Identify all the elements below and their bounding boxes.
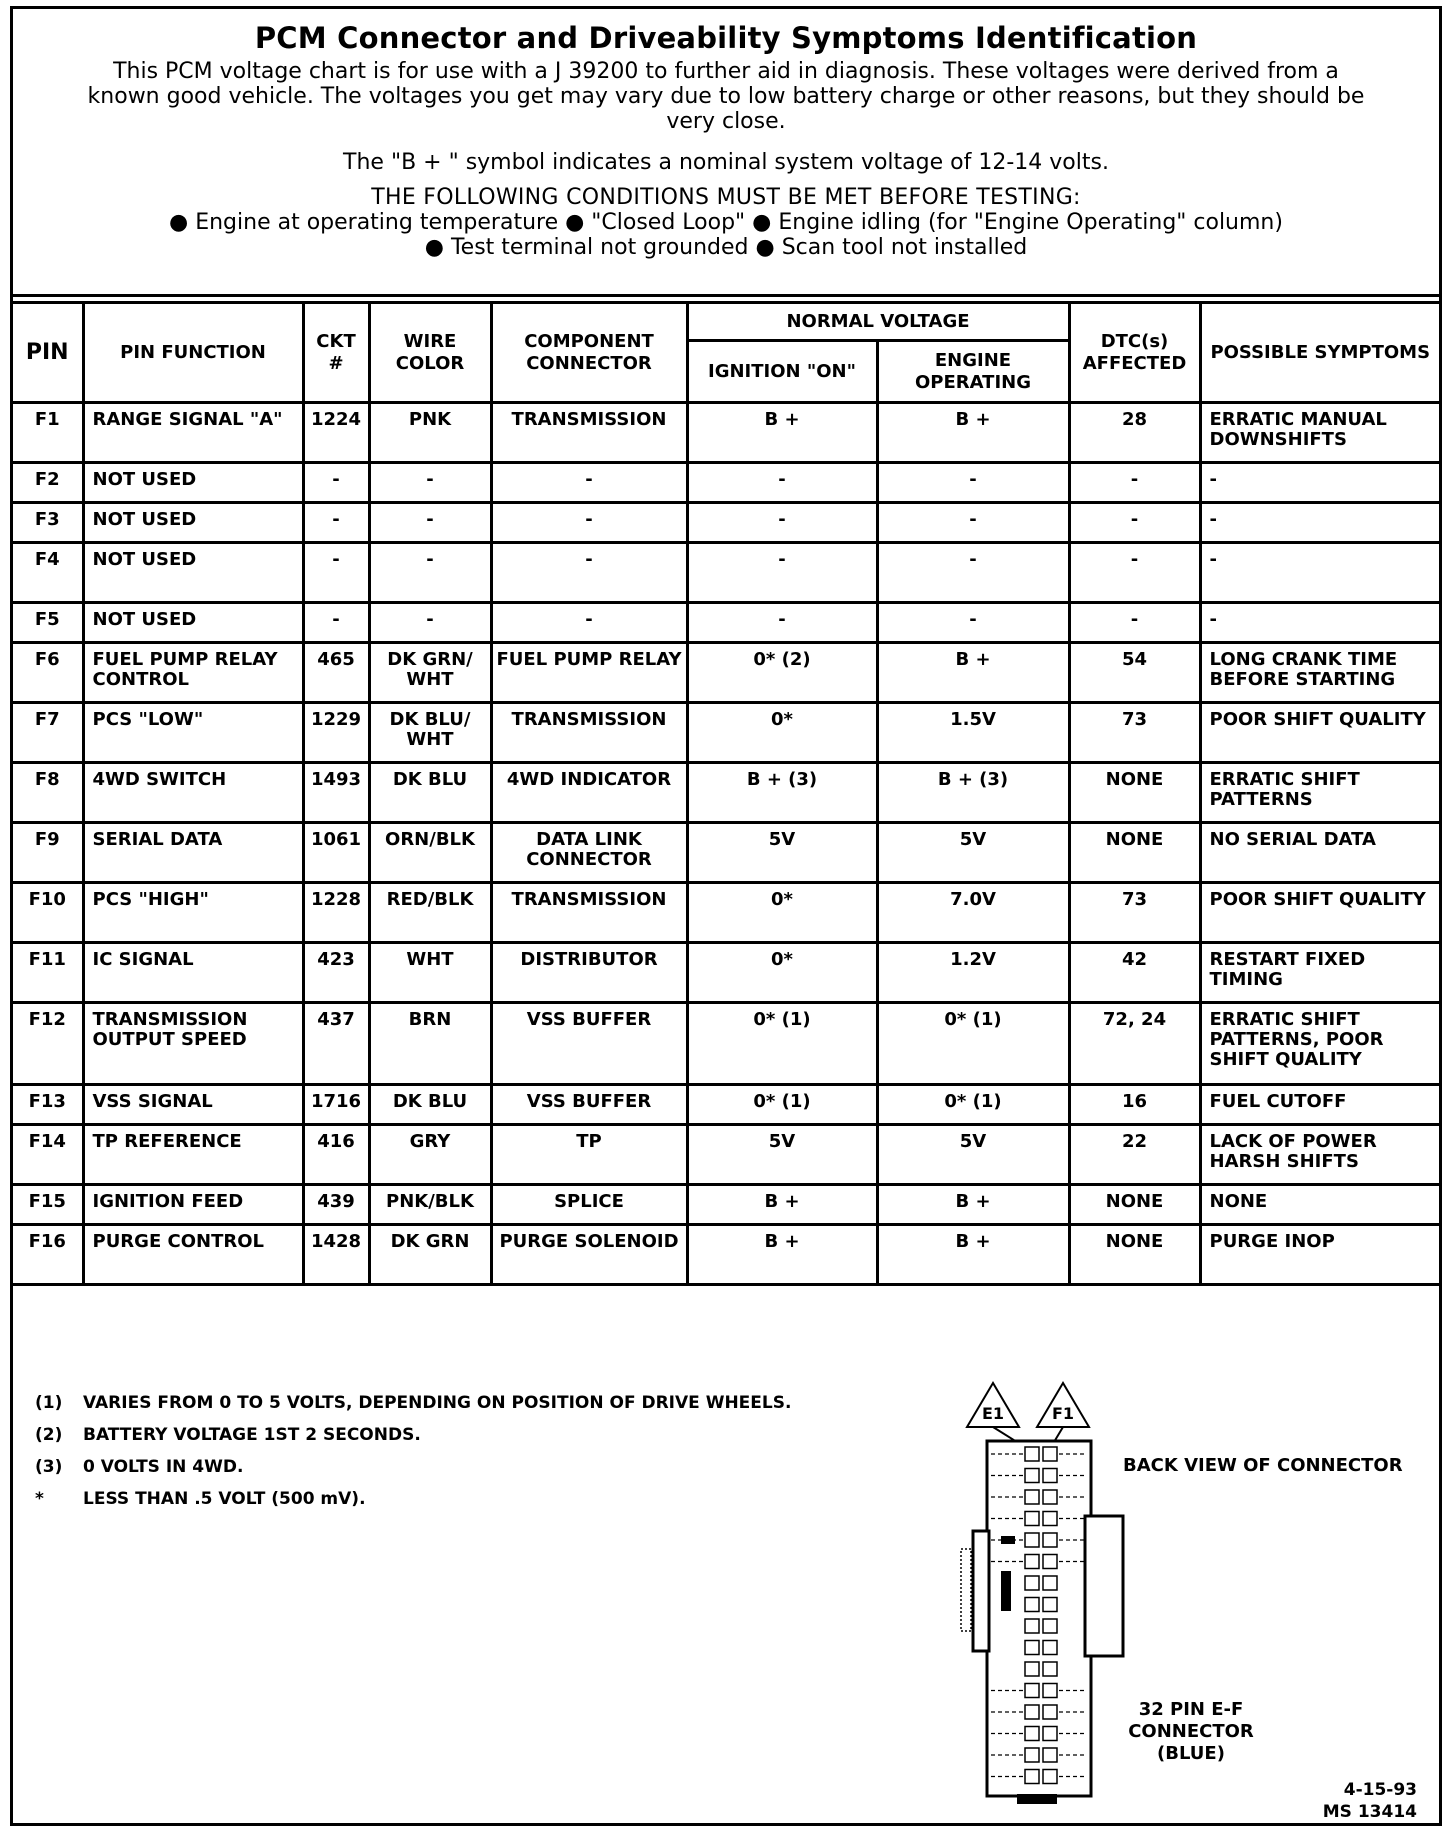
wire-color-cell: ORN/BLK bbox=[369, 823, 491, 883]
page-title: PCM Connector and Driveability Symptoms Identification bbox=[254, 21, 1198, 55]
pin-cavity bbox=[1025, 1705, 1039, 1719]
symptoms-cell: - bbox=[1200, 603, 1439, 643]
dtc-cell: NONE bbox=[1069, 763, 1200, 823]
dtc-cell: - bbox=[1069, 503, 1200, 543]
wire-color-cell: DK BLU/ WHT bbox=[369, 703, 491, 763]
ignition-on-cell: 0* (2) bbox=[687, 643, 877, 703]
wire-color-cell: - bbox=[369, 603, 491, 643]
component-cell: 4WD INDICATOR bbox=[491, 763, 687, 823]
pin-cavity bbox=[1025, 1641, 1039, 1655]
table-row bbox=[13, 1225, 1439, 1285]
note-key: (1) bbox=[35, 1393, 63, 1413]
component-cell: TRANSMISSION bbox=[491, 703, 687, 763]
pin-cavity bbox=[1025, 1662, 1039, 1676]
header-dtcs-affected: DTC(s) AFFECTED bbox=[1069, 303, 1200, 403]
bplus-note: The "B + " symbol indicates a nominal system voltage of 12-14 volts. bbox=[343, 150, 1109, 175]
header-pin: PIN bbox=[13, 303, 83, 403]
dtc-cell: 73 bbox=[1069, 703, 1200, 763]
pin-cavity bbox=[1043, 1748, 1057, 1762]
pin-cavity bbox=[1043, 1770, 1057, 1784]
table-row bbox=[13, 763, 1439, 823]
note-key: * bbox=[35, 1489, 44, 1509]
ckt-cell: 1228 bbox=[303, 883, 369, 943]
pin-cavity bbox=[1025, 1533, 1039, 1547]
pin-cell: F1 bbox=[13, 403, 83, 463]
dtc-cell: - bbox=[1069, 543, 1200, 603]
pin-cell: F3 bbox=[13, 503, 83, 543]
ckt-cell: 465 bbox=[303, 643, 369, 703]
engine-operating-cell: - bbox=[877, 503, 1069, 543]
ignition-on-cell: 0* bbox=[687, 883, 877, 943]
wire-color-cell: PNK bbox=[369, 403, 491, 463]
ignition-on-cell: B + bbox=[687, 1185, 877, 1225]
document-header bbox=[13, 9, 1439, 297]
pin-cavity bbox=[1025, 1490, 1039, 1504]
component-cell: VSS BUFFER bbox=[491, 1003, 687, 1085]
f1-label: F1 bbox=[1051, 1404, 1075, 1423]
dtc-cell: 22 bbox=[1069, 1125, 1200, 1185]
conditions-line-2: ● Test terminal not grounded ● Scan tool not installed bbox=[424, 235, 1028, 260]
table-row bbox=[13, 543, 1439, 603]
table-row bbox=[13, 503, 1439, 543]
ignition-on-cell: 0* (1) bbox=[687, 1003, 877, 1085]
symptoms-cell: FUEL CUTOFF bbox=[1200, 1085, 1439, 1125]
header-engine-operating: ENGINE OPERATING bbox=[877, 341, 1069, 403]
ignition-on-cell: - bbox=[687, 543, 877, 603]
pin-cavity bbox=[1025, 1619, 1039, 1633]
pin-cell: F9 bbox=[13, 823, 83, 883]
note-text: 0 VOLTS IN 4WD. bbox=[83, 1457, 244, 1477]
symptoms-cell: LACK OF POWER HARSH SHIFTS bbox=[1200, 1125, 1439, 1185]
engine-operating-cell: 7.0V bbox=[877, 883, 1069, 943]
doc-date: 4-15-93 bbox=[1343, 1780, 1417, 1800]
dtc-cell: 28 bbox=[1069, 403, 1200, 463]
pin-cavity bbox=[1043, 1576, 1057, 1590]
pin-cell: F5 bbox=[13, 603, 83, 643]
note-1 bbox=[35, 1393, 791, 1413]
function-cell: NOT USED bbox=[83, 503, 303, 543]
function-cell: IGNITION FEED bbox=[83, 1185, 303, 1225]
table-row bbox=[13, 1185, 1439, 1225]
note-text: VARIES FROM 0 TO 5 VOLTS, DEPENDING ON POSITION OF DRIVE WHEELS. bbox=[83, 1393, 792, 1413]
pin-cavity bbox=[1025, 1748, 1039, 1762]
ignition-on-cell: - bbox=[687, 503, 877, 543]
pin-cell: F14 bbox=[13, 1125, 83, 1185]
engine-operating-cell: B + bbox=[877, 643, 1069, 703]
pin-cavity bbox=[1043, 1684, 1057, 1698]
table-row bbox=[13, 403, 1439, 463]
pin-cell: F11 bbox=[13, 943, 83, 1003]
wire-color-cell: DK GRN/ WHT bbox=[369, 643, 491, 703]
component-cell: TRANSMISSION bbox=[491, 403, 687, 463]
ignition-on-cell: B + bbox=[687, 1225, 877, 1285]
engine-operating-cell: B + (3) bbox=[877, 763, 1069, 823]
back-view-label: BACK VIEW OF CONNECTOR bbox=[1123, 1455, 1403, 1476]
component-cell: TRANSMISSION bbox=[491, 883, 687, 943]
function-cell: NOT USED bbox=[83, 463, 303, 503]
pin-cell: F7 bbox=[13, 703, 83, 763]
component-cell: - bbox=[491, 543, 687, 603]
symptoms-cell: POOR SHIFT QUALITY bbox=[1200, 703, 1439, 763]
symptoms-cell: POOR SHIFT QUALITY bbox=[1200, 883, 1439, 943]
engine-operating-cell: 0* (1) bbox=[877, 1003, 1069, 1085]
engine-operating-cell: B + bbox=[877, 1225, 1069, 1285]
wire-color-cell: - bbox=[369, 463, 491, 503]
footer-area bbox=[13, 1359, 1439, 1823]
table-row bbox=[13, 703, 1439, 763]
table-row bbox=[13, 643, 1439, 703]
table-row bbox=[13, 463, 1439, 503]
header-ignition-on: IGNITION "ON" bbox=[687, 341, 877, 403]
symptoms-cell: ERRATIC SHIFT PATTERNS, POOR SHIFT QUALITY bbox=[1200, 1003, 1439, 1085]
pin-cavity bbox=[1043, 1598, 1057, 1612]
pin-cavity bbox=[1025, 1770, 1039, 1784]
function-cell: VSS SIGNAL bbox=[83, 1085, 303, 1125]
wire-color-cell: DK BLU bbox=[369, 763, 491, 823]
note-4 bbox=[35, 1489, 366, 1509]
engine-operating-cell: 5V bbox=[877, 823, 1069, 883]
symptoms-cell: ERRATIC MANUAL DOWNSHIFTS bbox=[1200, 403, 1439, 463]
pin-cavity bbox=[1043, 1469, 1057, 1483]
symptoms-cell: - bbox=[1200, 543, 1439, 603]
ckt-cell: - bbox=[303, 503, 369, 543]
wire-color-cell: PNK/BLK bbox=[369, 1185, 491, 1225]
pin-cell: F16 bbox=[13, 1225, 83, 1285]
symptoms-cell: - bbox=[1200, 503, 1439, 543]
table-row bbox=[13, 1085, 1439, 1125]
ignition-on-cell: - bbox=[687, 603, 877, 643]
wire-color-cell: DK BLU bbox=[369, 1085, 491, 1125]
pin-cell: F10 bbox=[13, 883, 83, 943]
table-row bbox=[13, 943, 1439, 1003]
ckt-cell: - bbox=[303, 603, 369, 643]
ignition-on-cell: 0* bbox=[687, 943, 877, 1003]
engine-operating-cell: - bbox=[877, 463, 1069, 503]
engine-operating-cell: B + bbox=[877, 1185, 1069, 1225]
dtc-cell: 16 bbox=[1069, 1085, 1200, 1125]
function-cell: PCS "LOW" bbox=[83, 703, 303, 763]
component-cell: - bbox=[491, 503, 687, 543]
function-cell: RANGE SIGNAL "A" bbox=[83, 403, 303, 463]
note-text: BATTERY VOLTAGE 1ST 2 SECONDS. bbox=[83, 1425, 421, 1445]
pin-cavity bbox=[1025, 1469, 1039, 1483]
ckt-cell: 1493 bbox=[303, 763, 369, 823]
dtc-cell: 42 bbox=[1069, 943, 1200, 1003]
connector-latch-left bbox=[973, 1531, 989, 1651]
engine-operating-cell: 1.2V bbox=[877, 943, 1069, 1003]
pin-cell: F8 bbox=[13, 763, 83, 823]
function-cell: NOT USED bbox=[83, 603, 303, 643]
header-normal-voltage: NORMAL VOLTAGE bbox=[687, 303, 1069, 341]
dtc-cell: 73 bbox=[1069, 883, 1200, 943]
pin-cavity bbox=[1043, 1641, 1057, 1655]
function-cell: TP REFERENCE bbox=[83, 1125, 303, 1185]
component-cell: SPLICE bbox=[491, 1185, 687, 1225]
pin-cavity bbox=[1025, 1576, 1039, 1590]
dtc-cell: 54 bbox=[1069, 643, 1200, 703]
ignition-on-cell: 5V bbox=[687, 1125, 877, 1185]
header-ckt: CKT # bbox=[303, 303, 369, 403]
ckt-cell: 439 bbox=[303, 1185, 369, 1225]
symptoms-cell: RESTART FIXED TIMING bbox=[1200, 943, 1439, 1003]
wire-color-cell: - bbox=[369, 503, 491, 543]
engine-operating-cell: 5V bbox=[877, 1125, 1069, 1185]
pin-cavity bbox=[1043, 1512, 1057, 1526]
engine-operating-cell: 0* (1) bbox=[877, 1085, 1069, 1125]
pin-cell: F6 bbox=[13, 643, 83, 703]
ckt-cell: 1428 bbox=[303, 1225, 369, 1285]
pin-cell: F4 bbox=[13, 543, 83, 603]
ignition-on-cell: - bbox=[687, 463, 877, 503]
component-cell: VSS BUFFER bbox=[491, 1085, 687, 1125]
pin-cavity bbox=[1043, 1533, 1057, 1547]
note-text: LESS THAN .5 VOLT (500 mV). bbox=[83, 1489, 366, 1509]
ignition-on-cell: 5V bbox=[687, 823, 877, 883]
symptoms-cell: PURGE INOP bbox=[1200, 1225, 1439, 1285]
component-cell: TP bbox=[491, 1125, 687, 1185]
dtc-cell: - bbox=[1069, 463, 1200, 503]
wire-color-cell: RED/BLK bbox=[369, 883, 491, 943]
ignition-on-cell: 0* (1) bbox=[687, 1085, 877, 1125]
ckt-cell: 1224 bbox=[303, 403, 369, 463]
connector-latch-right bbox=[1085, 1516, 1123, 1656]
document-sheet bbox=[10, 6, 1442, 1826]
pin-cavity bbox=[1043, 1490, 1057, 1504]
doc-ms-number: MS 13414 bbox=[1322, 1802, 1417, 1822]
dtc-cell: NONE bbox=[1069, 1185, 1200, 1225]
header-pin-function: PIN FUNCTION bbox=[83, 303, 303, 403]
ckt-cell: 1061 bbox=[303, 823, 369, 883]
component-cell: - bbox=[491, 603, 687, 643]
note-key: (3) bbox=[35, 1457, 63, 1477]
symptoms-cell: LONG CRANK TIME BEFORE STARTING bbox=[1200, 643, 1439, 703]
table-row bbox=[13, 1125, 1439, 1185]
pin-cavity bbox=[1025, 1447, 1039, 1461]
ckt-cell: 1229 bbox=[303, 703, 369, 763]
pin-cavity bbox=[1025, 1684, 1039, 1698]
component-cell: DISTRIBUTOR bbox=[491, 943, 687, 1003]
table-row bbox=[13, 883, 1439, 943]
pin-cell: F12 bbox=[13, 1003, 83, 1085]
ckt-cell: 437 bbox=[303, 1003, 369, 1085]
dtc-cell: NONE bbox=[1069, 823, 1200, 883]
wire-color-cell: BRN bbox=[369, 1003, 491, 1085]
conditions-heading: THE FOLLOWING CONDITIONS MUST BE MET BEFORE TESTING: bbox=[371, 185, 1081, 210]
function-cell: FUEL PUMP RELAY CONTROL bbox=[83, 643, 303, 703]
pin-cell: F2 bbox=[13, 463, 83, 503]
pin-cell: F13 bbox=[13, 1085, 83, 1125]
note-3 bbox=[35, 1457, 243, 1477]
connector-base-tab bbox=[1017, 1794, 1057, 1804]
symptoms-cell: NO SERIAL DATA bbox=[1200, 823, 1439, 883]
connector-label: 32 PIN E-F CONNECTOR (BLUE) bbox=[1128, 1699, 1254, 1764]
pin-cell: F15 bbox=[13, 1185, 83, 1225]
dtc-cell: NONE bbox=[1069, 1225, 1200, 1285]
dtc-cell: 72, 24 bbox=[1069, 1003, 1200, 1085]
ignition-on-cell: 0* bbox=[687, 703, 877, 763]
symptoms-cell: NONE bbox=[1200, 1185, 1439, 1225]
ckt-cell: 423 bbox=[303, 943, 369, 1003]
function-cell: PCS "HIGH" bbox=[83, 883, 303, 943]
pin-cavity bbox=[1025, 1512, 1039, 1526]
ckt-cell: - bbox=[303, 543, 369, 603]
engine-operating-cell: 1.5V bbox=[877, 703, 1069, 763]
note-2 bbox=[35, 1425, 421, 1445]
ignition-on-cell: B + (3) bbox=[687, 763, 877, 823]
component-cell: - bbox=[491, 463, 687, 503]
intro-paragraph: This PCM voltage chart is for use with a J 39200 to further aid in diagnosis. These voltages were derived from a known good vehicle. The voltages you get may vary due to low battery charge or other reasons, but they should be very close. bbox=[87, 59, 1365, 134]
function-cell: IC SIGNAL bbox=[83, 943, 303, 1003]
conditions-line-1: ● Engine at operating temperature ● "Closed Loop" ● Engine idling (for "Engine Operating" column) bbox=[169, 210, 1283, 235]
table-row bbox=[13, 823, 1439, 883]
pin-cavity bbox=[1025, 1598, 1039, 1612]
ckt-cell: 1716 bbox=[303, 1085, 369, 1125]
function-cell: NOT USED bbox=[83, 543, 303, 603]
pin-cavity bbox=[1043, 1555, 1057, 1569]
symptoms-cell: ERRATIC SHIFT PATTERNS bbox=[1200, 763, 1439, 823]
header-component-connector: COMPONENT CONNECTOR bbox=[491, 303, 687, 403]
wire-color-cell: WHT bbox=[369, 943, 491, 1003]
engine-operating-cell: B + bbox=[877, 403, 1069, 463]
ckt-cell: 416 bbox=[303, 1125, 369, 1185]
component-cell: PURGE SOLENOID bbox=[491, 1225, 687, 1285]
e1-label: E1 bbox=[981, 1404, 1005, 1423]
function-cell: TRANSMISSION OUTPUT SPEED bbox=[83, 1003, 303, 1085]
ckt-cell: - bbox=[303, 463, 369, 503]
pin-cavity bbox=[1043, 1705, 1057, 1719]
symptoms-cell: - bbox=[1200, 463, 1439, 503]
engine-operating-cell: - bbox=[877, 543, 1069, 603]
dtc-cell: - bbox=[1069, 603, 1200, 643]
wire-color-cell: DK GRN bbox=[369, 1225, 491, 1285]
pin-cavity bbox=[1025, 1727, 1039, 1741]
note-key: (2) bbox=[35, 1425, 63, 1445]
engine-operating-cell: - bbox=[877, 603, 1069, 643]
component-cell: DATA LINK CONNECTOR bbox=[491, 823, 687, 883]
wire-color-cell: GRY bbox=[369, 1125, 491, 1185]
pin-cavity bbox=[1043, 1727, 1057, 1741]
pin-voltage-table bbox=[13, 301, 1439, 1286]
function-cell: SERIAL DATA bbox=[83, 823, 303, 883]
pin-cavity bbox=[1043, 1619, 1057, 1633]
wire-color-cell: - bbox=[369, 543, 491, 603]
function-cell: PURGE CONTROL bbox=[83, 1225, 303, 1285]
pin-cavity bbox=[1043, 1447, 1057, 1461]
pin-cavity bbox=[1043, 1662, 1057, 1676]
table-row bbox=[13, 1003, 1439, 1085]
header-possible-symptoms: POSSIBLE SYMPTOMS bbox=[1200, 303, 1439, 403]
ignition-on-cell: B + bbox=[687, 403, 877, 463]
header-wire-color: WIRE COLOR bbox=[369, 303, 491, 403]
pin-cavity bbox=[1025, 1555, 1039, 1569]
function-cell: 4WD SWITCH bbox=[83, 763, 303, 823]
table-row bbox=[13, 603, 1439, 643]
component-cell: FUEL PUMP RELAY bbox=[491, 643, 687, 703]
